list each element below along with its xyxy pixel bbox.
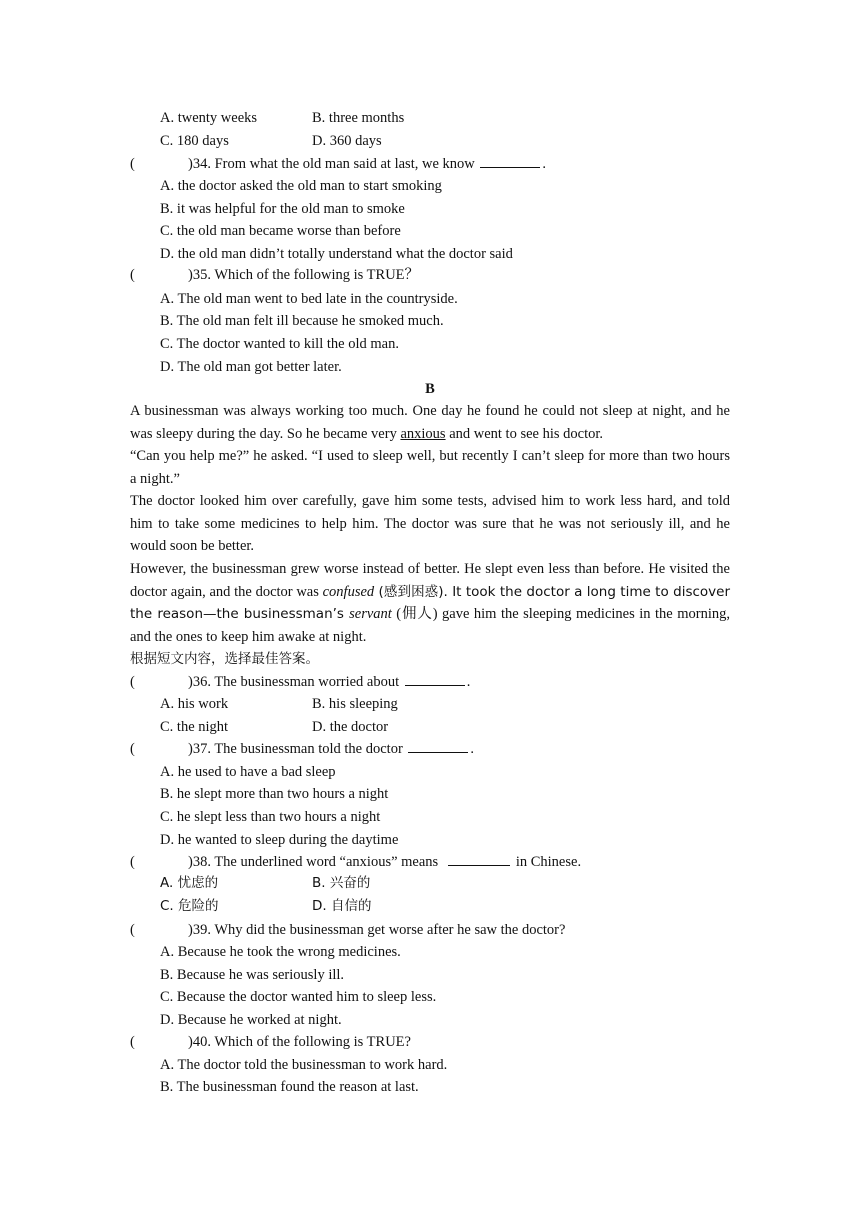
q35-option-a: A. The old man went to bed late in the countryside. [160,291,458,307]
q39-option-a: A. Because he took the wrong medicines. [160,944,401,960]
q34-paren: ( [130,156,135,172]
q39-option-c: C. Because the doctor wanted him to sleep less. [160,989,437,1005]
q36-option-a: A. his work [160,696,229,712]
section-b-heading: B [425,381,435,397]
passage-paragraph-1: A businessman was always working too much. One day he found he could not sleep at night, and he was sleepy during the day. So he became very anxious and went to see his doctor. [130,403,730,442]
q33-option-c: C. 180 days [160,133,229,149]
q38-option-c: C. 危险的 [160,898,219,914]
q36-answer-blank[interactable] [405,673,465,686]
q40-option-b: B. The businessman found the reason at last. [160,1079,419,1095]
q35-option-b: B. The old man felt ill because he smoked much. [160,313,444,329]
q36-option-b: B. his sleeping [312,696,398,712]
q34-answer-blank[interactable] [480,155,540,168]
q35-stem: )35. Which of the following is TRUE？ [188,267,420,283]
q34-stem: )34. From what the old man said at last, we know . [188,156,546,172]
q37-option-d: D. he wanted to sleep during the daytime [160,832,399,848]
q34-option-d: D. the old man didn’t totally understand what the doctor said [160,246,513,262]
underlined-word-anxious: anxious [400,425,446,442]
q34-option-a: A. the doctor asked the old man to start smoking [160,178,442,194]
q37-stem: )37. The businessman told the doctor . [188,741,475,757]
q33-option-d: D. 360 days [312,133,382,149]
italic-word-confused: confused [322,583,375,600]
q36-option-d: D. the doctor [312,719,389,735]
q35-option-d: D. The old man got better later. [160,359,342,375]
q38-option-d: D. 自信的 [312,898,372,914]
passage-paragraph-4: However, the businessman grew worse instead of better. He slept even less than before. He visited the doctor again, and the doctor was confused (感到困惑). It took the doctor a long time to discover the reason—the businessman’s servant (佣人) gave him the sleeping medicines in the morning, and the ones to keep him awake at night. [130,561,731,645]
q37-option-c: C. he slept less than two hours a night [160,809,381,825]
q36-stem: )36. The businessman worried about . [188,674,471,690]
italic-word-servant: servant [349,606,392,623]
q38-option-a: A. 忧虑的 [160,875,219,891]
q35-option-c: C. The doctor wanted to kill the old man. [160,336,399,352]
q39-paren: ( [130,922,135,938]
q39-option-b: B. Because he was seriously ill. [160,967,345,983]
q37-answer-blank[interactable] [408,740,468,753]
q34-option-b: B. it was helpful for the old man to smoke [160,201,405,217]
q39-stem: )39. Why did the businessman get worse after he saw the doctor? [188,922,566,938]
q33-option-b: B. three months [312,110,405,126]
q37-option-b: B. he slept more than two hours a night [160,786,389,802]
q37-option-a: A. he used to have a bad sleep [160,764,336,780]
q37-paren: ( [130,741,135,757]
q40-stem: )40. Which of the following is TRUE? [188,1034,411,1050]
q40-paren: ( [130,1034,135,1050]
q40-option-a: A. The doctor told the businessman to work hard. [160,1057,448,1073]
q38-stem: )38. The underlined word “anxious” means in Chinese. [188,854,582,870]
q36-paren: ( [130,674,135,690]
q35-paren: ( [130,267,135,283]
section-b-instruction: 根据短文内容，选择最佳答案。 [130,651,319,667]
q39-option-d: D. Because he worked at night. [160,1012,342,1028]
passage-paragraph-3: The doctor looked him over carefully, gave him some tests, advised him to work less hard, and told him to take some medicines to help him. The doctor was sure that he was not seriously ill, and he would soon be better. [130,493,730,555]
q33-option-a: A. twenty weeks [160,110,258,126]
q38-option-b: B. 兴奋的 [312,875,371,891]
q38-answer-blank[interactable] [448,853,510,866]
passage-paragraph-2: “Can you help me?” he asked. “I used to sleep well, but recently I can’t sleep for more than two hours a night.” [130,448,730,487]
q36-option-c: C. the night [160,719,229,735]
q38-paren: ( [130,854,135,870]
q34-option-c: C. the old man became worse than before [160,223,401,239]
